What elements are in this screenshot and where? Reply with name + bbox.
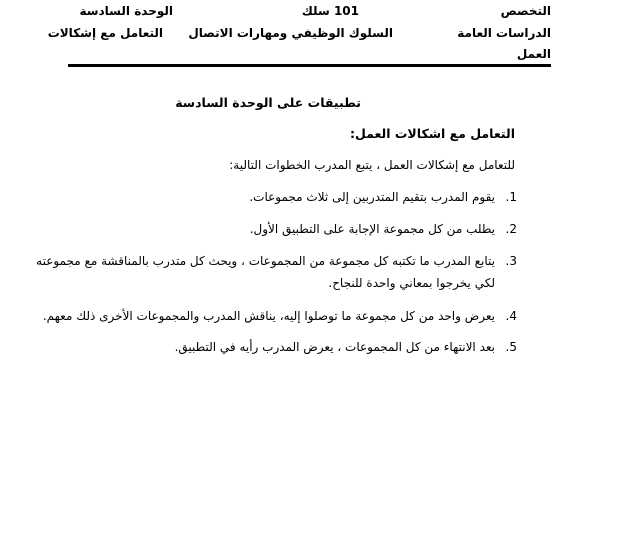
list-text: يقوم المدرب بتقيم المتدربين إلى ثلاث مجموعات. xyxy=(249,190,495,204)
list-text: لكي يخرجوا بمعاني واحدة للنجاح. xyxy=(328,276,495,290)
list-number: 2. xyxy=(505,222,517,236)
list-number: 3. xyxy=(505,254,517,268)
header-specialty-label: التخصص xyxy=(500,4,551,18)
list-number: 1. xyxy=(505,190,517,204)
header-divider xyxy=(68,64,551,67)
header-course-title: السلوك الوظيفي ومهارات الاتصال xyxy=(188,26,393,40)
list-text: بعد الانتهاء من كل المجموعات ، يعرض المدرب رأيه في التطبيق. xyxy=(174,340,495,354)
list-number: 5. xyxy=(505,340,517,354)
list-text: يعرض واحد من كل مجموعة ما توصلوا إليه، يناقش المدرب والمجموعات الأخرى ذلك معهم. xyxy=(42,309,495,323)
header-work: العمل xyxy=(516,47,551,61)
list-text: يطلب من كل مجموعة الإجابة على التطبيق الأول. xyxy=(249,222,495,236)
section-heading: التعامل مع اشكالات العمل: xyxy=(349,126,515,141)
list-number: 4. xyxy=(505,309,517,323)
header-course-code: 101 سلك xyxy=(301,4,359,18)
list-text: يتابع المدرب ما تكتبه كل مجموعة من المجموعات ، ويحث كل متدرب بالمناقشة مع مجموعته xyxy=(36,254,495,268)
intro-text: للتعامل مع إشكالات العمل ، يتبع المدرب الخطوات التالية: xyxy=(229,158,515,172)
page-title: تطبيقات على الوحدة السادسة xyxy=(175,95,361,110)
header-unit-topic: التعامل مع إشكالات xyxy=(47,26,163,40)
header-general-studies: الدراسات العامة xyxy=(457,26,551,40)
header-unit: الوحدة السادسة xyxy=(79,4,173,18)
